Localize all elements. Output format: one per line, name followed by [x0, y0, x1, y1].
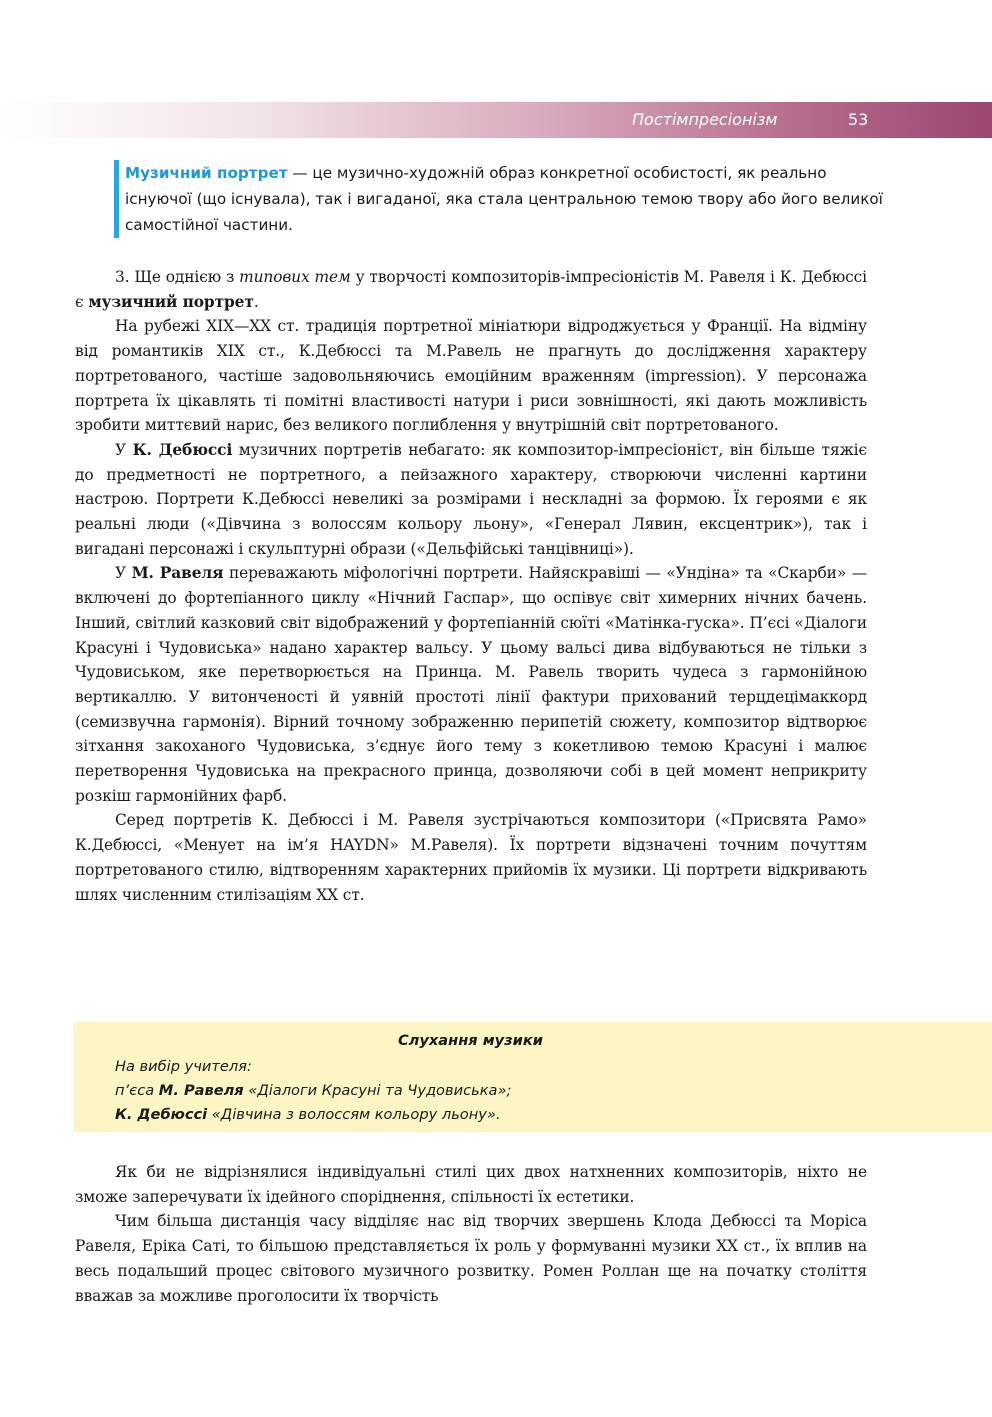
- bold-run: М. Равеля: [158, 1082, 244, 1099]
- bold-run: М. Равеля: [131, 564, 224, 583]
- text-run: «Дівчина з волоссям кольору льону».: [207, 1106, 501, 1123]
- listening-line: [115, 1082, 511, 1099]
- paragraph: [75, 561, 867, 808]
- text-run: .: [253, 292, 259, 311]
- text-run: 3. Ще однією з: [115, 268, 240, 286]
- text-run: У: [115, 564, 132, 583]
- listening-line: На вибір учителя:: [115, 1058, 252, 1075]
- definition-text: — це музично-художній образ конкретної особистості, як реально існуючої (що існувала), так і вигаданої, яка стала центральною темою твору або його великої самостійної частини.: [125, 164, 883, 234]
- running-header-band: [0, 102, 992, 138]
- text-run: у творчості композиторів-імпресіоністів М. Равеля і К. Дебюссі є: [75, 268, 867, 311]
- closing-text: [75, 1160, 867, 1308]
- definition-box: [114, 160, 885, 238]
- paragraph: Як би не відрізнялися індивідуальні стилі цих двох натхненних композиторів, ніхто не зможе заперечувати їх ідейного споріднення, спільності їх естетики.: [75, 1163, 867, 1206]
- bold-run: К. Дебюссі: [132, 440, 233, 459]
- paragraph: На рубежі XIX—XX ст. традиція портретної мініатюри відроджується у Франції. На відміну від романтиків XIX ст., К.Дебюссі та М.Равель не прагнуть до дослідження характеру портретованого, частіше задовольняючись емоційним враженням (impression). У персонажа портрета їх цікавлять ті помітні властивості натури і риси зовнішності, які дають можливість зробити миттєвий нарис, без великого поглиблення у внутрішній світ портретованого.: [75, 317, 867, 435]
- bold-run: музичний портрет: [88, 292, 254, 311]
- page-number: 53: [848, 110, 869, 129]
- listening-title: Слухання музики: [397, 1032, 544, 1049]
- italic-run: типових тем: [239, 268, 351, 286]
- paragraph: [75, 265, 867, 314]
- running-header-title: Постімпресіонізм: [632, 110, 778, 129]
- bold-run: К. Дебюссі: [115, 1106, 208, 1123]
- listening-box: [73, 1022, 992, 1132]
- text-run: переважають міфологічні портрети. Найяскравіші — «Ундіна» та «Скарби» — включені до фортепіанного циклу «Нічний Гаспар», що оспівує світ химерних нічних бачень. Інший, світлий казковий світ відображений у фортепіанній сюїті «Матінка-гуска». П’єсі «Діалоги Красуні і Чудовиська» надано характер вальсу. У цьому вальсі дива відбуваються не тільки з Чудовиськом, яке перетворюється на Принца. М. Равель творить чудеса з гармонійною вертикаллю. У витонченості й уявній простоті лінії фактури прихований терцдецімаккорд (семизвучна гармонія). Вірний точному зображенню перипетій сюжету, композитор відтворює зітхання закоханого Чудовиська, з’єднує його тему з кокетливою темою Красуні і малює перетворення Чудовиська на прекрасного принца, дозволяючи собі в цей момент неприкриту розкіш гармонійних фарб.: [75, 564, 867, 805]
- text-run: п’єса: [115, 1082, 159, 1099]
- main-text: [75, 265, 867, 907]
- definition-term: Музичний портрет: [125, 164, 288, 182]
- paragraph: Серед портретів К. Дебюссі і М. Равеля зустрічаються композитори («Присвята Рамо» К.Дебюссі, «Менует на ім’я HAYDN» М.Равеля). Їх портрети відзначені точним почуттям портретованого стилю, відтворенням характерних прийомів їх музики. Ці портрети відкривають шлях численним стилізаціям XX ст.: [75, 811, 867, 904]
- paragraph: Чим більша дистанція часу відділяє нас від творчих звершень Клода Дебюссі та Моріса Равеля, Еріка Саті, то більшою представляється їх роль у формуванні музики XX ст., їх вплив на весь подальший процес світового музичного розвитку. Ромен Роллан ще на початку століття вважав за можливе проголосити їх творчість: [75, 1212, 867, 1305]
- paragraph: [75, 438, 867, 562]
- text-run: музичних портретів небагато: як композитор-імпресіоніст, він більше тяжіє до предметності не портретного, а пейзажного характеру, створюючи численні картини настрою. Портрети К.Дебюссі невеликі за розмірами і нескладні за формою. Їх героями є як реальні люди («Дівчина з волоссям кольору льону», «Генерал Лявин, ексцентрик»), так і вигадані персонажі і скульптурні образи («Дельфійські танцівниці»).: [75, 440, 867, 558]
- text-run: У: [115, 440, 133, 459]
- text-run: «Діалоги Красуні та Чудовиська»;: [243, 1082, 512, 1099]
- listening-line: [115, 1106, 501, 1123]
